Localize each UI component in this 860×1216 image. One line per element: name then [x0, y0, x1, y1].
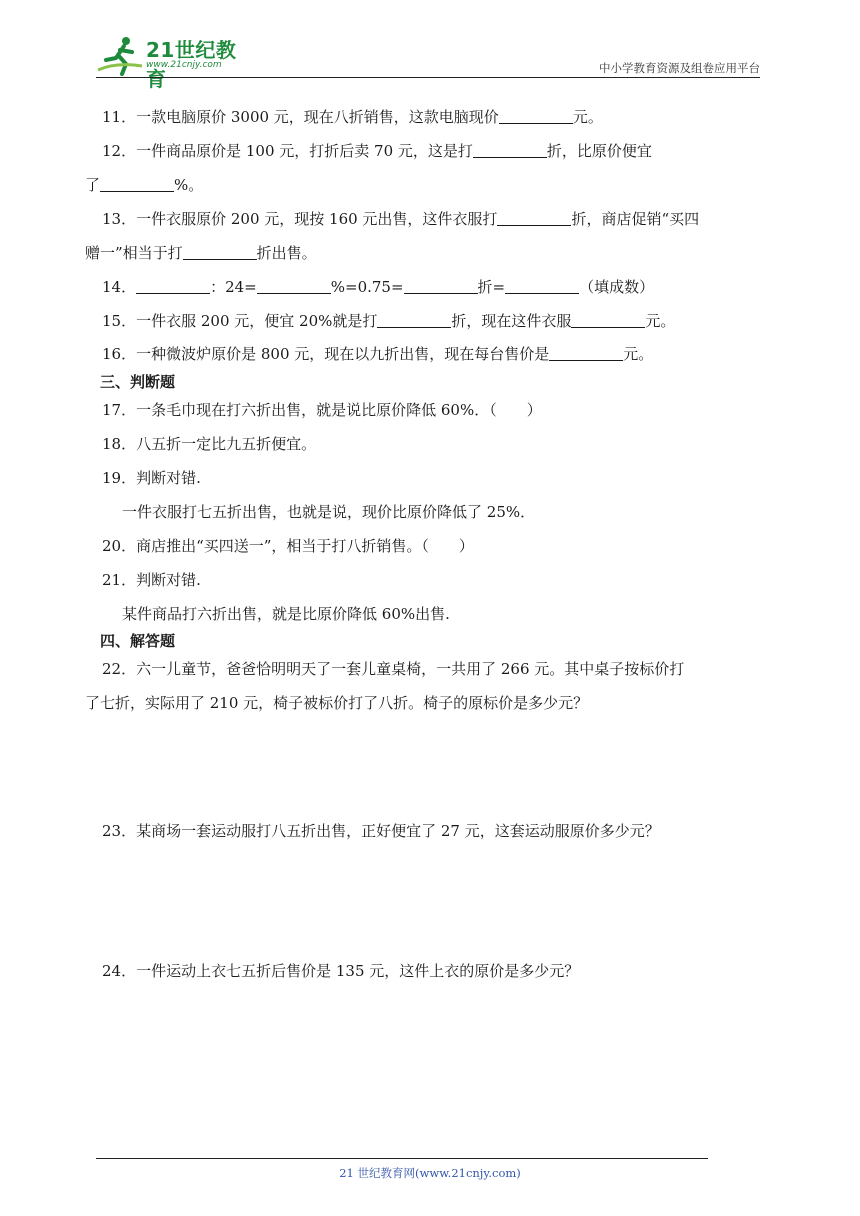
question-24: 24．一件运动上衣七五折后售价是 135 元，这件上衣的原价是多少元？	[102, 962, 580, 980]
question-text: 13．一件衣服原价 200 元，现按 160 元出售，这件衣服打	[102, 210, 498, 228]
answer-blank[interactable]	[183, 245, 257, 260]
site-name: 中小学教育资源及组卷应用平台	[599, 61, 760, 75]
answer-blank[interactable]	[257, 279, 331, 294]
question-11	[102, 106, 603, 127]
question-text: 元。	[623, 345, 654, 363]
answer-blank[interactable]	[100, 177, 174, 192]
answer-blank[interactable]	[404, 279, 478, 294]
question-text: 16．一种微波炉原价是 800 元，现在以九折出售，现在每台售价是	[102, 345, 550, 363]
question-18: 18．八五折一定比九五折便宜。	[102, 435, 317, 453]
footer-text: 21 世纪教育网(www.21cnjy.com)	[339, 1166, 521, 1180]
section-title-solve: 四、解答题	[100, 632, 176, 650]
question-21-statement: 某件商品打六折出售，就是比原价降低 60%出售.	[122, 605, 450, 623]
answer-blank[interactable]	[549, 346, 623, 361]
footer-divider	[96, 1158, 708, 1159]
answer-blank[interactable]	[571, 313, 645, 328]
question-text: 了	[85, 176, 101, 194]
question-text: 元。	[572, 108, 603, 126]
question-22: 22．六一儿童节，爸爸恰明明天了一套儿童桌椅，一共用了 266 元。其中桌子按标价打	[102, 660, 685, 678]
question-20: 20．商店推出“买四送一”，相当于打八折销售。（ ）	[102, 537, 474, 555]
answer-blank[interactable]	[497, 211, 571, 226]
answer-blank[interactable]	[136, 279, 210, 294]
runner-logo-icon	[96, 34, 144, 76]
question-text: 12．一件商品原价是 100 元，打折后卖 70 元，这是打	[102, 142, 473, 160]
question-text: 折出售。	[256, 244, 317, 262]
question-23: 23．某商场一套运动服打八五折出售，正好便宜了 27 元，这套运动服原价多少元？	[102, 822, 660, 840]
question-text: 折，比原价便宜	[546, 142, 652, 160]
answer-blank[interactable]	[499, 109, 573, 124]
question-16	[102, 343, 653, 364]
logo	[96, 34, 256, 91]
section-title-judgment: 三、判断题	[100, 373, 176, 391]
question-text: 赠一”相当于打	[85, 244, 183, 262]
answer-blank[interactable]	[505, 279, 579, 294]
question-13	[102, 208, 699, 229]
question-21: 21．判断对错.	[102, 571, 201, 589]
question-text: 11．一款电脑原价 3000 元，现在八折销售，这款电脑现价	[102, 108, 499, 126]
logo-url: www.21cnjy.com	[146, 60, 222, 70]
question-text: 15．一件衣服 200 元，便宜 20%就是打	[102, 312, 378, 330]
question-text: %=0.75=	[330, 278, 404, 296]
question-text: 折=	[477, 278, 506, 296]
question-text: 14．	[102, 278, 137, 296]
question-text: ：24=	[210, 278, 257, 296]
question-13-cont	[85, 242, 317, 263]
question-22-cont: 了七折，实际用了 210 元，椅子被标价打了八折。椅子的原标价是多少元？	[85, 694, 589, 712]
question-12	[102, 140, 652, 161]
question-19-statement: 一件衣服打七五折出售，也就是说，现价比原价降低了 25%．	[122, 503, 536, 521]
question-text: 折，商店促销“买四	[571, 210, 700, 228]
header-divider	[96, 77, 760, 78]
question-12-cont	[85, 174, 203, 195]
question-text: %。	[174, 176, 204, 194]
question-text: 折，现在这件衣服	[451, 312, 572, 330]
answer-blank[interactable]	[473, 143, 547, 158]
logo-text: 21世纪教育	[146, 38, 237, 91]
question-19: 19．判断对错.	[102, 469, 201, 487]
question-text: 元。	[645, 312, 676, 330]
answer-blank[interactable]	[377, 313, 451, 328]
question-text: （填成数）	[579, 278, 655, 296]
question-15	[102, 310, 675, 331]
page-header	[96, 30, 760, 91]
question-17: 17．一条毛巾现在打六折出售，就是说比原价降低 60%．（ ）	[102, 401, 542, 419]
question-14	[102, 276, 654, 297]
